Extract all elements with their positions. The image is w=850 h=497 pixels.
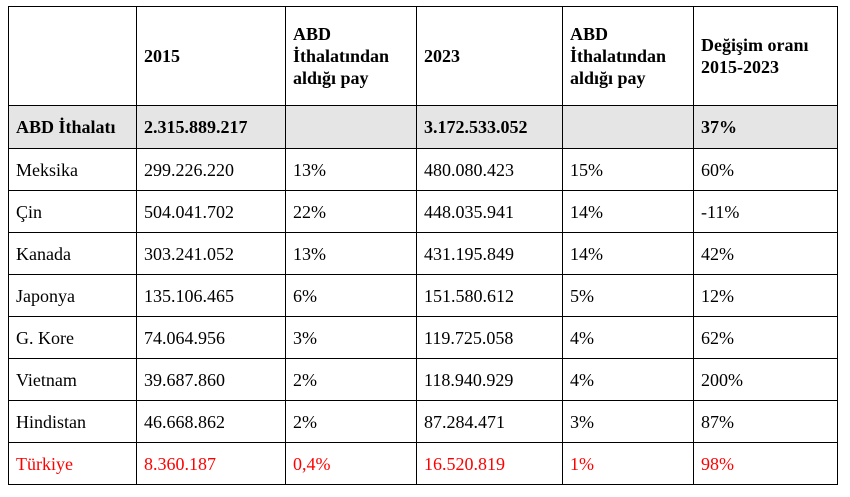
share-2015-cell: 22% [286, 191, 417, 233]
share-2015-cell: 2% [286, 359, 417, 401]
header-2015: 2015 [137, 7, 286, 106]
table-row [9, 275, 838, 317]
share-2023-cell: 3% [563, 401, 694, 443]
share-2015-cell: 6% [286, 275, 417, 317]
value-2015-cell: 299.226.220 [137, 149, 286, 191]
header-share-2023 [563, 7, 694, 106]
header-share-2023-line3: aldığı pay [570, 68, 646, 88]
table-row [9, 191, 838, 233]
value-2023-cell: 87.284.471 [417, 401, 563, 443]
country-cell: Türkiye [9, 443, 137, 485]
country-cell: Vietnam [9, 359, 137, 401]
header-share-2023-line2: İthalatından [570, 46, 667, 66]
total-row [9, 106, 838, 149]
country-cell: Kanada [9, 233, 137, 275]
share-2023-cell: 14% [563, 191, 694, 233]
header-change-rate-line2: 2015-2023 [701, 57, 779, 77]
value-2023-cell: 448.035.941 [417, 191, 563, 233]
change-cell: 87% [694, 401, 838, 443]
table-row [9, 317, 838, 359]
value-2023-cell: 151.580.612 [417, 275, 563, 317]
header-share-2015-line3: aldığı pay [293, 68, 369, 88]
change-cell: 200% [694, 359, 838, 401]
share-2015-cell: 0,4% [286, 443, 417, 485]
value-2015-cell: 8.360.187 [137, 443, 286, 485]
share-2023-cell: 15% [563, 149, 694, 191]
share-2015-cell: 13% [286, 233, 417, 275]
change-cell: 62% [694, 317, 838, 359]
header-2023: 2023 [417, 7, 563, 106]
share-2023-cell: 14% [563, 233, 694, 275]
share-2023-cell: 4% [563, 359, 694, 401]
header-change-rate-line1: Değişim oranı [701, 35, 809, 55]
change-cell: 98% [694, 443, 838, 485]
share-2023-cell: 1% [563, 443, 694, 485]
header-row [9, 7, 838, 106]
total-2015: 2.315.889.217 [137, 106, 286, 149]
value-2023-cell: 16.520.819 [417, 443, 563, 485]
total-2023: 3.172.533.052 [417, 106, 563, 149]
country-cell: Meksika [9, 149, 137, 191]
value-2023-cell: 118.940.929 [417, 359, 563, 401]
value-2015-cell: 135.106.465 [137, 275, 286, 317]
value-2015-cell: 74.064.956 [137, 317, 286, 359]
share-2015-cell: 13% [286, 149, 417, 191]
share-2023-cell: 5% [563, 275, 694, 317]
country-cell: Çin [9, 191, 137, 233]
table-row [9, 359, 838, 401]
total-change: 37% [694, 106, 838, 149]
value-2015-cell: 303.241.052 [137, 233, 286, 275]
country-cell: Japonya [9, 275, 137, 317]
total-share-2015 [286, 106, 417, 149]
header-share-2015-line1: ABD [293, 24, 332, 44]
change-cell: 42% [694, 233, 838, 275]
change-cell: -11% [694, 191, 838, 233]
country-cell: G. Kore [9, 317, 137, 359]
change-cell: 60% [694, 149, 838, 191]
header-share-2023-line1: ABD [570, 24, 609, 44]
table-row-highlighted [9, 443, 838, 485]
share-2015-cell: 2% [286, 401, 417, 443]
total-share-2023 [563, 106, 694, 149]
table-row [9, 233, 838, 275]
header-country [9, 7, 137, 106]
value-2015-cell: 46.668.862 [137, 401, 286, 443]
share-2023-cell: 4% [563, 317, 694, 359]
total-label: ABD İthalatı [9, 106, 137, 149]
country-cell: Hindistan [9, 401, 137, 443]
value-2015-cell: 39.687.860 [137, 359, 286, 401]
value-2023-cell: 119.725.058 [417, 317, 563, 359]
header-share-2015-line2: İthalatından [293, 46, 390, 66]
value-2023-cell: 480.080.423 [417, 149, 563, 191]
header-share-2015 [286, 7, 417, 106]
us-import-table [8, 6, 838, 485]
table-row [9, 401, 838, 443]
value-2015-cell: 504.041.702 [137, 191, 286, 233]
table-row [9, 149, 838, 191]
value-2023-cell: 431.195.849 [417, 233, 563, 275]
share-2015-cell: 3% [286, 317, 417, 359]
header-change-rate [694, 7, 838, 106]
change-cell: 12% [694, 275, 838, 317]
